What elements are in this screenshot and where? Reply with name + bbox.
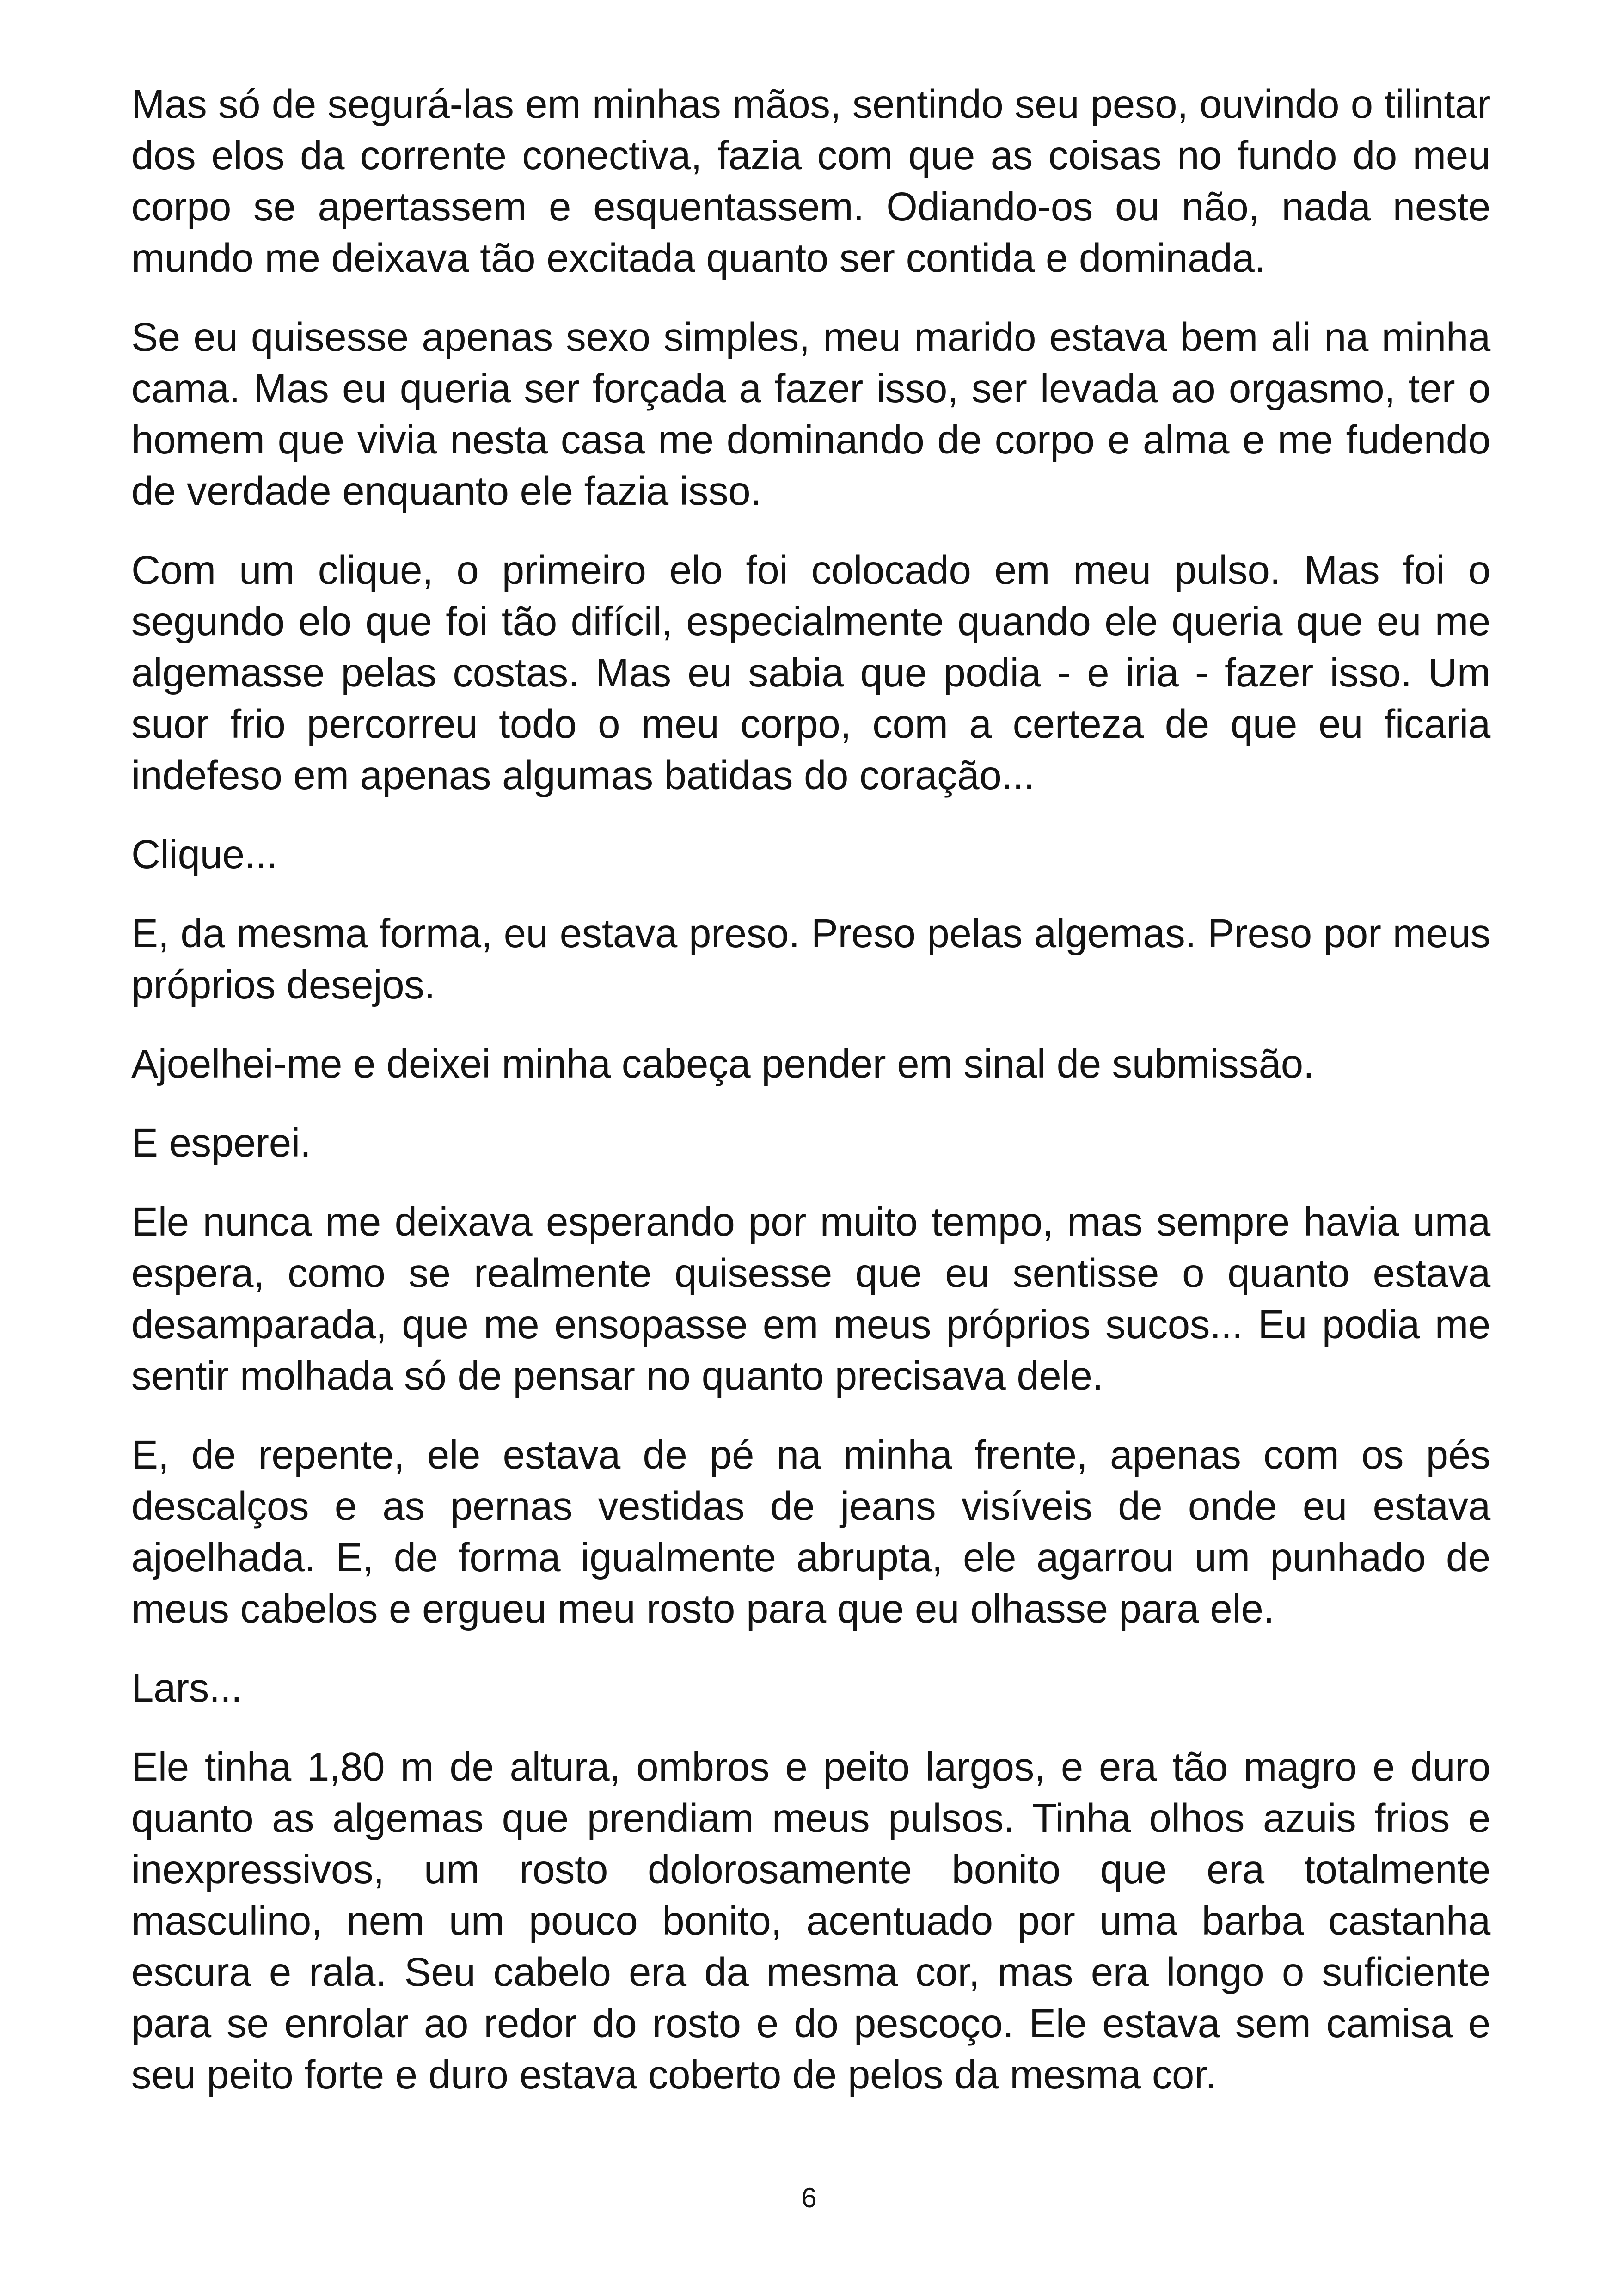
paragraph-3: Com um clique, o primeiro elo foi colocado em meu pulso. Mas foi o segundo elo que foi tão difícil, especialmente quando ele queria que eu me algemasse pelas costas. Mas eu sabia que podia - e iria - fazer isso. Um suor frio percorreu todo o meu corpo, com a certeza de que eu ficaria indefeso em apenas algumas batidas do coração... [131,548,1490,798]
body-text [131,79,1490,2128]
paragraph-8: Ele nunca me deixava esperando por muito tempo, mas sempre havia uma espera, como se realmente quisesse que eu sentisse o quanto estava desamparada, que me ensopasse em meus próprios sucos... Eu podia me sentir molhada só de pensar no quanto precisava dele. [131,1200,1490,1398]
paragraph-9: E, de repente, ele estava de pé na minha frente, apenas com os pés descalços e as pernas vestidas de jeans visíveis de onde eu estava ajoelhada. E, de forma igualmente abrupta, ele agarrou um punhado de meus cabelos e ergueu meu rosto para que eu olhasse para ele. [131,1433,1490,1631]
paragraph-11: Ele tinha 1,80 m de altura, ombros e peito largos, e era tão magro e duro quanto as algemas que prendiam meus pulsos. Tinha olhos azuis frios e inexpressivos, um rosto dolorosamente bonito que era totalmente masculino, nem um pouco bonito, acentuado por uma barba castanha escura e rala. Seu cabelo era da mesma cor, mas era longo o suficiente para se enrolar ao redor do rosto e do pescoço. Ele estava sem camisa e seu peito forte e duro estava coberto de pelos da mesma cor. [131,1745,1490,2097]
paragraph-4: Clique... [131,832,278,877]
paragraph-6: Ajoelhei-me e deixei minha cabeça pender em sinal de submissão. [131,1041,1314,1086]
page-number: 6 [801,2182,817,2213]
paragraph-10: Lars... [131,1665,242,1710]
paragraph-1: Mas só de segurá-las em minhas mãos, sentindo seu peso, ouvindo o tilintar dos elos da corrente conectiva, fazia com que as coisas no fundo do meu corpo se apertassem e esquentassem. Odiando-os ou não, nada neste mundo me deixava tão excitada quanto ser contida e dominada. [131,82,1490,281]
paragraph-5: E, da mesma forma, eu estava preso. Preso pelas algemas. Preso por meus próprios desejos. [131,911,1490,1007]
paragraph-7: E esperei. [131,1120,311,1165]
paragraph-2: Se eu quisesse apenas sexo simples, meu marido estava bem ali na minha cama. Mas eu queria ser forçada a fazer isso, ser levada ao orgasmo, ter o homem que vivia nesta casa me dominando de corpo e alma e me fudendo de verdade enquanto ele fazia isso. [131,315,1490,514]
